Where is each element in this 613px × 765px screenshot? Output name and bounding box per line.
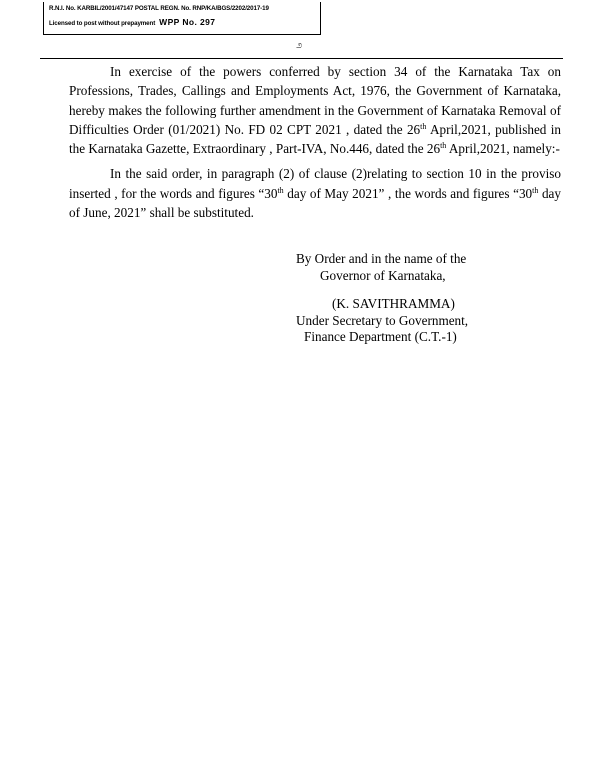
order-line: By Order and in the name of the [296,251,467,266]
license-line [49,18,320,27]
amendment-text-2: April,2021, published in the Karnataka Gazette, Extraordinary , Part-IVA, No.446, dated the 26 [69,121,561,157]
wpp-number: WPP No. 297 [159,17,216,28]
ordinal-suffix: th [420,121,427,131]
substitution-text-2: day of May 2021” , the words and figures “30 [283,185,533,201]
substitution-text-1: In the said order, in paragraph (2) of clause (2)relating to section 10 in the proviso inserted , for the words and figures “30 [69,166,561,201]
signature-block [296,251,506,346]
ordinal-suffix: th [277,185,284,195]
amendment-text-3: April,2021, namely:- [446,141,560,157]
amendment-paragraph [69,62,561,158]
license-text: Licensed to post without prepayment [49,20,156,28]
document-body [69,62,561,222]
amendment-text-1: In exercise of the powers conferred by section 34 of the Karnataka Tax on Professions, Trades, Callings and Employments Act, 1976, the Government of Karnataka, hereby makes the following further amendment in the Government of Karnataka Removal of Difficulties Order (01/2021) No. FD 02 CPT 2021 , dated the 26 [69,64,561,137]
signatory-department: Finance Department (C.T.-1) [304,329,457,344]
page-number: ೨ [296,38,303,51]
postal-registration-box [43,2,321,35]
signatory-name: (K. SAVITHRAMMA) [332,296,455,311]
governor-line: Governor of Karnataka, [320,267,446,283]
ordinal-suffix: th [440,141,447,151]
postal-registration-line: R.N.I. No. KARBIL/2001/47147 POSTAL REGN. No. RNP/KA/BGS/2202/2017-19 [49,5,269,12]
substitution-text-3: day of June, 2021” shall be substituted. [69,185,561,221]
substitution-paragraph [69,164,561,222]
signatory-designation: Under Secretary to Government, [296,312,469,328]
header-divider [40,58,563,59]
ordinal-suffix: th [532,185,539,195]
